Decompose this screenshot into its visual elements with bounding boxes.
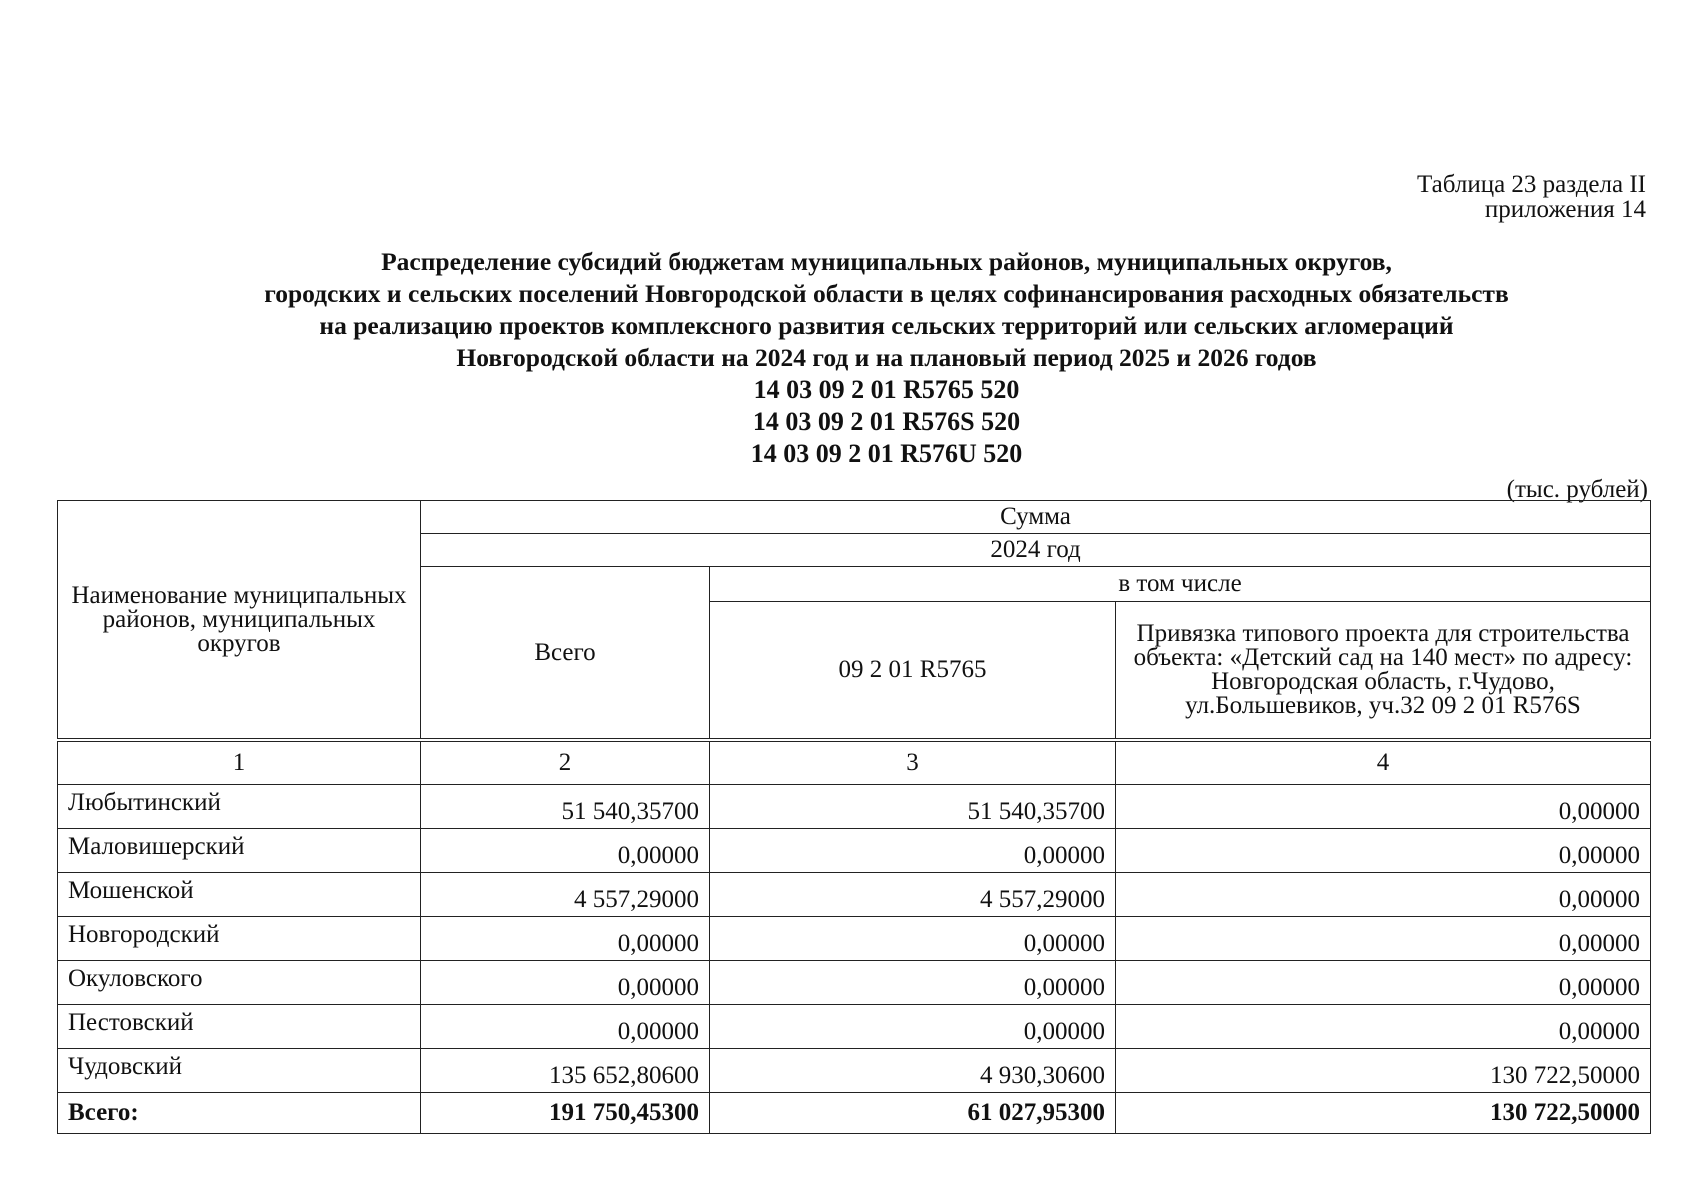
grand-total: 191 750,45300 [421,1093,710,1134]
district-name: Окуловского [58,961,421,1005]
table-row [58,873,1651,917]
district-name: Любытинский [58,785,421,829]
header-including: в том числе [710,567,1651,602]
district-name: Пестовский [58,1005,421,1049]
document-title [60,246,1695,470]
annex-line-2: приложения 14 [1484,196,1646,223]
budget-code-2: 14 03 09 2 01 R576S 520 [752,407,1021,436]
amount-total: 51 540,35700 [421,785,710,829]
header-col3-code: 09 2 01 R5765 [710,602,1116,741]
amount-col3: 4 557,29000 [710,873,1116,917]
total-col3: 61 027,95300 [710,1093,1116,1134]
table-row [58,785,1651,829]
header-year: 2024 год [421,534,1651,567]
table-row [58,829,1651,873]
amount-total: 0,00000 [421,829,710,873]
district-name: Новгородский [58,917,421,961]
amount-col3: 0,00000 [710,829,1116,873]
budget-code-1: 14 03 09 2 01 R5765 520 [753,375,1020,404]
title-line-3: на реализацию проектов комплексного развития сельских территорий или сельских агломераций [319,311,1454,340]
amount-total: 0,00000 [421,917,710,961]
amount-total: 0,00000 [421,961,710,1005]
table-row [58,917,1651,961]
column-number-4: 4 [1116,740,1651,785]
amount-col3: 0,00000 [710,917,1116,961]
column-number-3: 3 [710,740,1116,785]
total-label: Всего: [58,1093,421,1134]
title-line-4: Новгородской области на 2024 год и на плановый период 2025 и 2026 годов [456,343,1317,372]
table-row [58,961,1651,1005]
amount-total: 135 652,80600 [421,1049,710,1093]
column-number-row [58,740,1651,785]
header-sum: Сумма [421,501,1651,534]
amount-col3: 4 930,30600 [710,1049,1116,1093]
amount-col4: 0,00000 [1116,873,1651,917]
column-number-1: 1 [58,740,421,785]
amount-col4: 0,00000 [1116,785,1651,829]
amount-col3: 0,00000 [710,1005,1116,1049]
amount-col4: 0,00000 [1116,961,1651,1005]
district-name: Чудовский [58,1049,421,1093]
amount-col3: 51 540,35700 [710,785,1116,829]
subsidy-table [57,500,1651,1134]
total-col4: 130 722,50000 [1116,1093,1651,1134]
amount-total: 4 557,29000 [421,873,710,917]
header-name-column: Наименование муниципальных районов, муниципальных округов [58,501,421,741]
amount-col4: 0,00000 [1116,1005,1651,1049]
table-row [58,1049,1651,1093]
amount-col4: 130 722,50000 [1116,1049,1651,1093]
header-row-sum [58,501,1651,534]
annex-line-1: Таблица 23 раздела II [1417,171,1646,198]
amount-total: 0,00000 [421,1005,710,1049]
header-col4-project: Привязка типового проекта для строительства объекта: «Детский сад на 140 мест» по адресу: Новгородская область, г.Чудово, ул.Большевиков, уч.32 09 2 01 R576S [1116,602,1651,741]
budget-code-3: 14 03 09 2 01 R576U 520 [750,439,1023,468]
unit-label: (тыс. рублей) [1506,476,1648,503]
header-total-column: Всего [421,567,710,741]
table-row [58,1005,1651,1049]
amount-col3: 0,00000 [710,961,1116,1005]
amount-col4: 0,00000 [1116,917,1651,961]
title-line-2: городских и сельских поселений Новгородской области в целях софинансирования расходных обязательств [264,279,1509,308]
title-line-1: Распределение субсидий бюджетам муниципальных районов, муниципальных округов, [381,247,1392,276]
amount-col4: 0,00000 [1116,829,1651,873]
annex-reference [1417,172,1646,222]
district-name: Маловишерский [58,829,421,873]
column-number-2: 2 [421,740,710,785]
district-name: Мошенской [58,873,421,917]
total-row [58,1093,1651,1134]
